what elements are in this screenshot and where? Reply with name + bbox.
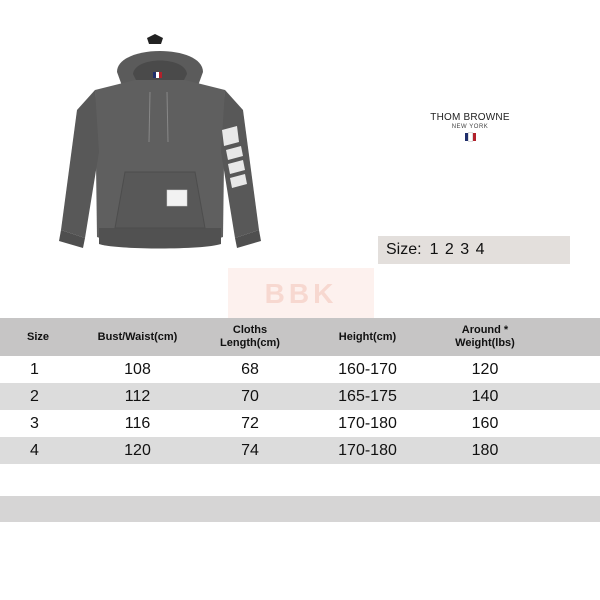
size-banner [378, 236, 570, 264]
cell-weight: 140 [471, 387, 499, 405]
brand-subtitle: NEW YORK [451, 124, 489, 130]
header-bust-waist-text: Bust/Waist(cm) [97, 330, 178, 343]
watermark-text: BBK [264, 278, 338, 309]
header-cloths-length [195, 324, 305, 350]
footer-band [0, 496, 600, 522]
table-row [0, 437, 600, 464]
flag-stripe-red [473, 133, 476, 141]
table-header [0, 318, 600, 356]
header-size [0, 331, 80, 344]
cell-length: 72 [241, 414, 259, 432]
header-size-text: Size [27, 330, 50, 343]
size-values: 1 2 3 4 [429, 241, 486, 258]
header-height-text: Height(cm) [338, 330, 397, 343]
header-height [305, 331, 430, 344]
brand-logo [430, 112, 510, 141]
size-label: Size: [386, 241, 422, 258]
table-row [0, 410, 600, 437]
header-weight-line1: Around * [461, 324, 509, 336]
cell-length: 70 [241, 387, 259, 405]
table-row [0, 356, 600, 383]
flag-stripe-blue [465, 133, 468, 141]
table-row [0, 383, 600, 410]
hoodie-icon [55, 32, 265, 257]
cell-size: 2 [30, 387, 39, 405]
cell-size: 1 [30, 360, 39, 378]
cell-weight: 160 [471, 414, 499, 432]
size-table [0, 318, 600, 464]
header-weight-line2: Weight(lbs) [455, 337, 515, 349]
watermark [228, 268, 374, 320]
cell-bust-waist: 116 [124, 414, 151, 432]
cell-height: 170-180 [338, 441, 397, 459]
cell-bust-waist: 108 [124, 360, 151, 378]
cell-height: 165-175 [338, 387, 397, 405]
cell-length: 74 [241, 441, 259, 459]
header-cloths-line1: Cloths [232, 324, 268, 336]
brand-name: THOM BROWNE [430, 112, 510, 123]
tricolor-flag-icon [430, 133, 510, 141]
flag-stripe-white [469, 133, 472, 141]
header-cloths-line2: Length(cm) [220, 337, 280, 349]
cell-height: 170-180 [338, 414, 397, 432]
header-bust-waist [80, 331, 195, 344]
cell-size: 3 [30, 414, 39, 432]
cell-height: 160-170 [338, 360, 397, 378]
product-image [55, 32, 265, 257]
cell-size: 4 [30, 441, 39, 459]
header-weight [430, 324, 540, 350]
cell-bust-waist: 112 [124, 387, 151, 405]
cell-bust-waist: 120 [124, 441, 151, 459]
cell-weight: 120 [471, 360, 499, 378]
cell-weight: 180 [471, 441, 499, 459]
cell-length: 68 [241, 360, 259, 378]
